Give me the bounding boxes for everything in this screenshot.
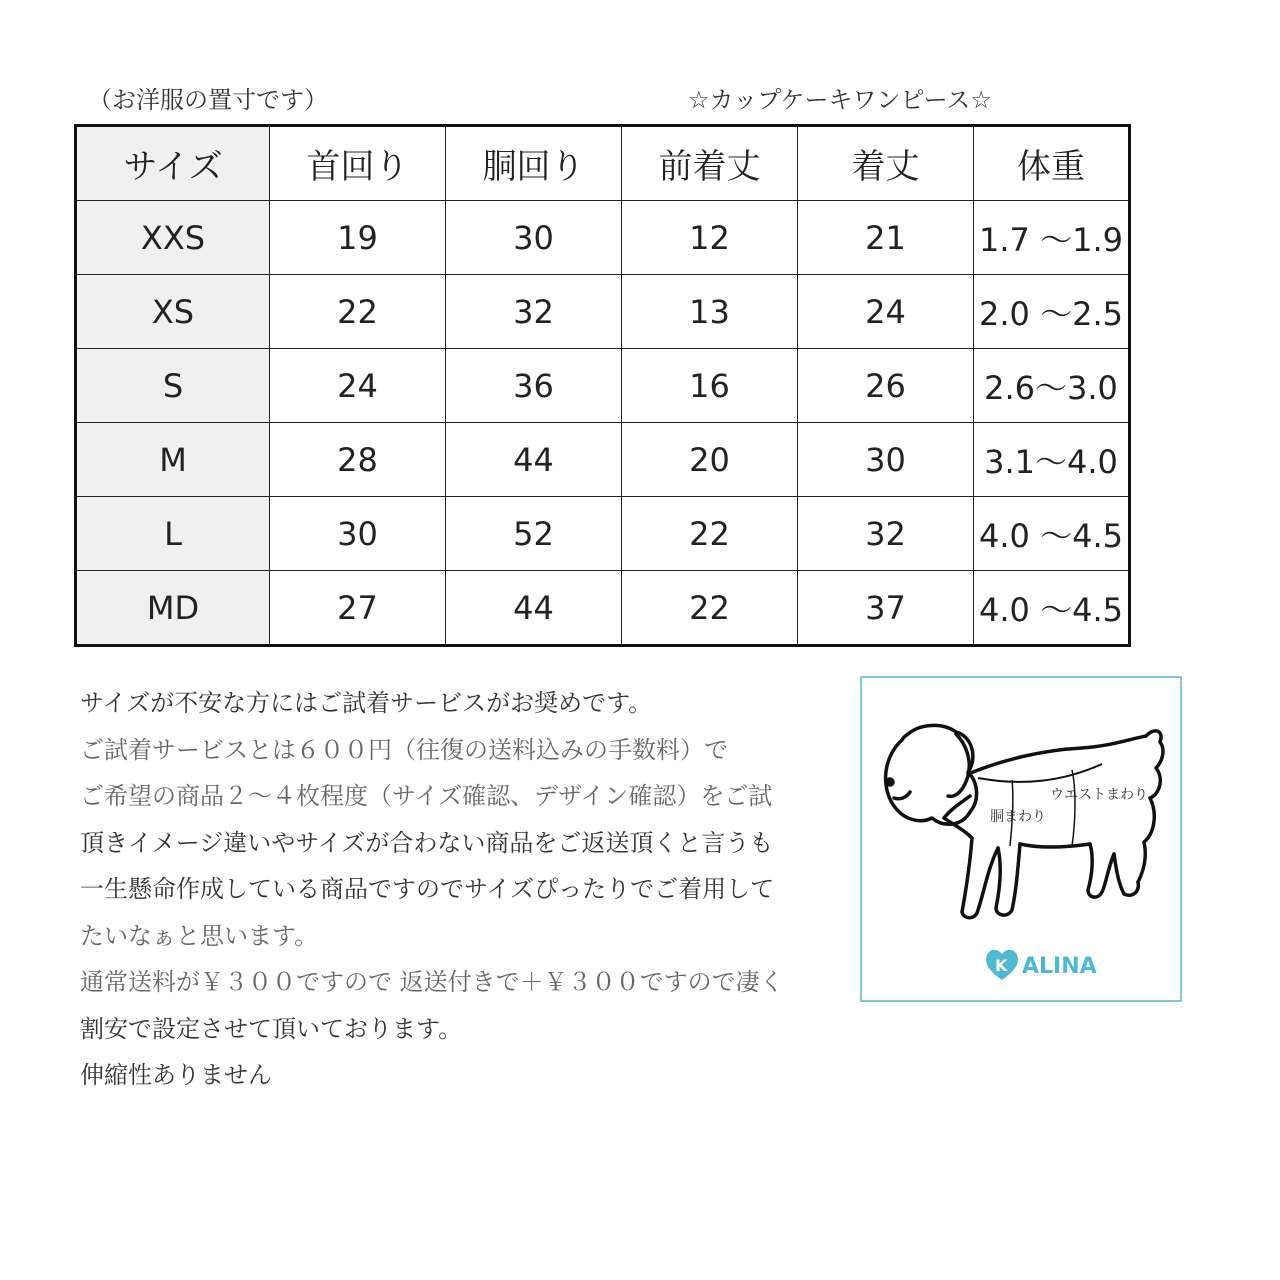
note-line: ご希望の商品２〜４枚程度（サイズ確認、デザイン確認）をご試 [80, 782, 773, 810]
table-cell: 52 [446, 497, 622, 571]
logo-text: ALINA [1022, 954, 1097, 979]
table-cell: 30 [270, 497, 446, 571]
table-cell: 36 [446, 349, 622, 423]
table-cell: 27 [270, 571, 446, 646]
table-cell: 20 [622, 423, 798, 497]
table-cell: 3.1〜4.0 [974, 423, 1130, 497]
table-cell: 24 [798, 275, 974, 349]
trial-service-notes [80, 680, 850, 1099]
size-cell: L [76, 497, 270, 571]
table-row [76, 423, 1130, 497]
table-cell: 4.0 〜4.5 [974, 497, 1130, 571]
note-line: たいなぁと思います。 [80, 921, 319, 950]
note-line: 伸縮性ありません [80, 1061, 272, 1089]
header-weight: 体重 [974, 126, 1130, 201]
table-cell: 30 [446, 201, 622, 275]
table-row [76, 571, 1130, 646]
table-cell: 24 [270, 349, 446, 423]
table-cell: 1.7 〜1.9 [974, 201, 1130, 275]
dog-measurement-illustration [860, 676, 1182, 1002]
note-line: 一生懸命作成している商品ですのでサイズぴったりでご着用して [80, 875, 775, 903]
table-cell: 32 [798, 497, 974, 571]
table-cell: 22 [622, 497, 798, 571]
table-cell: 2.6〜3.0 [974, 349, 1130, 423]
waist-label: ウエストまわり [1050, 787, 1148, 803]
table-header-row [76, 126, 1130, 201]
table-cell: 28 [270, 423, 446, 497]
header-neck: 首回り [270, 126, 446, 201]
table-cell: 16 [622, 349, 798, 423]
table-cell: 32 [446, 275, 622, 349]
table-cell: 13 [622, 275, 798, 349]
body-label: 胴まわり [990, 809, 1046, 825]
table-cell: 21 [798, 201, 974, 275]
table-cell: 2.0 〜2.5 [974, 275, 1130, 349]
table-cell: 44 [446, 571, 622, 646]
table-row [76, 349, 1130, 423]
size-cell: XXS [76, 201, 270, 275]
note-line: サイズが不安な方にはご試着サービスがお奨めです。 [80, 689, 653, 717]
header-waist: 胴回り [446, 126, 622, 201]
table-cell: 22 [622, 571, 798, 646]
product-name-caption: ☆カップケーキワンピース☆ [688, 86, 992, 114]
size-chart-table [74, 124, 1131, 647]
table-cell: 12 [622, 201, 798, 275]
table-row [76, 201, 1130, 275]
table-cell: 37 [798, 571, 974, 646]
size-cell: M [76, 423, 270, 497]
table-cell: 44 [446, 423, 622, 497]
table-cell: 30 [798, 423, 974, 497]
dog-outline-icon [862, 678, 1180, 1000]
table-cell: 22 [270, 275, 446, 349]
header-front-length: 前着丈 [622, 126, 798, 201]
logo-letter: K [995, 956, 1008, 975]
note-line: 通常送料が￥３００ですので 返送付きで＋￥３００ですので凄く [80, 968, 784, 996]
table-cell: 19 [270, 201, 446, 275]
table-cell: 4.0 〜4.5 [974, 571, 1130, 646]
header-size: サイズ [76, 126, 270, 201]
header-length: 着丈 [798, 126, 974, 201]
table-cell: 26 [798, 349, 974, 423]
note-line: 頂きイメージ違いやサイズが合わない商品をご返送頂くと言うも [80, 828, 774, 857]
size-cell: MD [76, 571, 270, 646]
size-cell: XS [76, 275, 270, 349]
table-row [76, 275, 1130, 349]
note-line: 割安で設定させて頂いております。 [80, 1014, 463, 1043]
size-cell: S [76, 349, 270, 423]
table-row [76, 497, 1130, 571]
note-line: ご試着サービスとは６００円（往復の送料込みの手数料）で [80, 735, 728, 764]
measurement-note-caption: （お洋服の置寸です） [88, 86, 328, 114]
